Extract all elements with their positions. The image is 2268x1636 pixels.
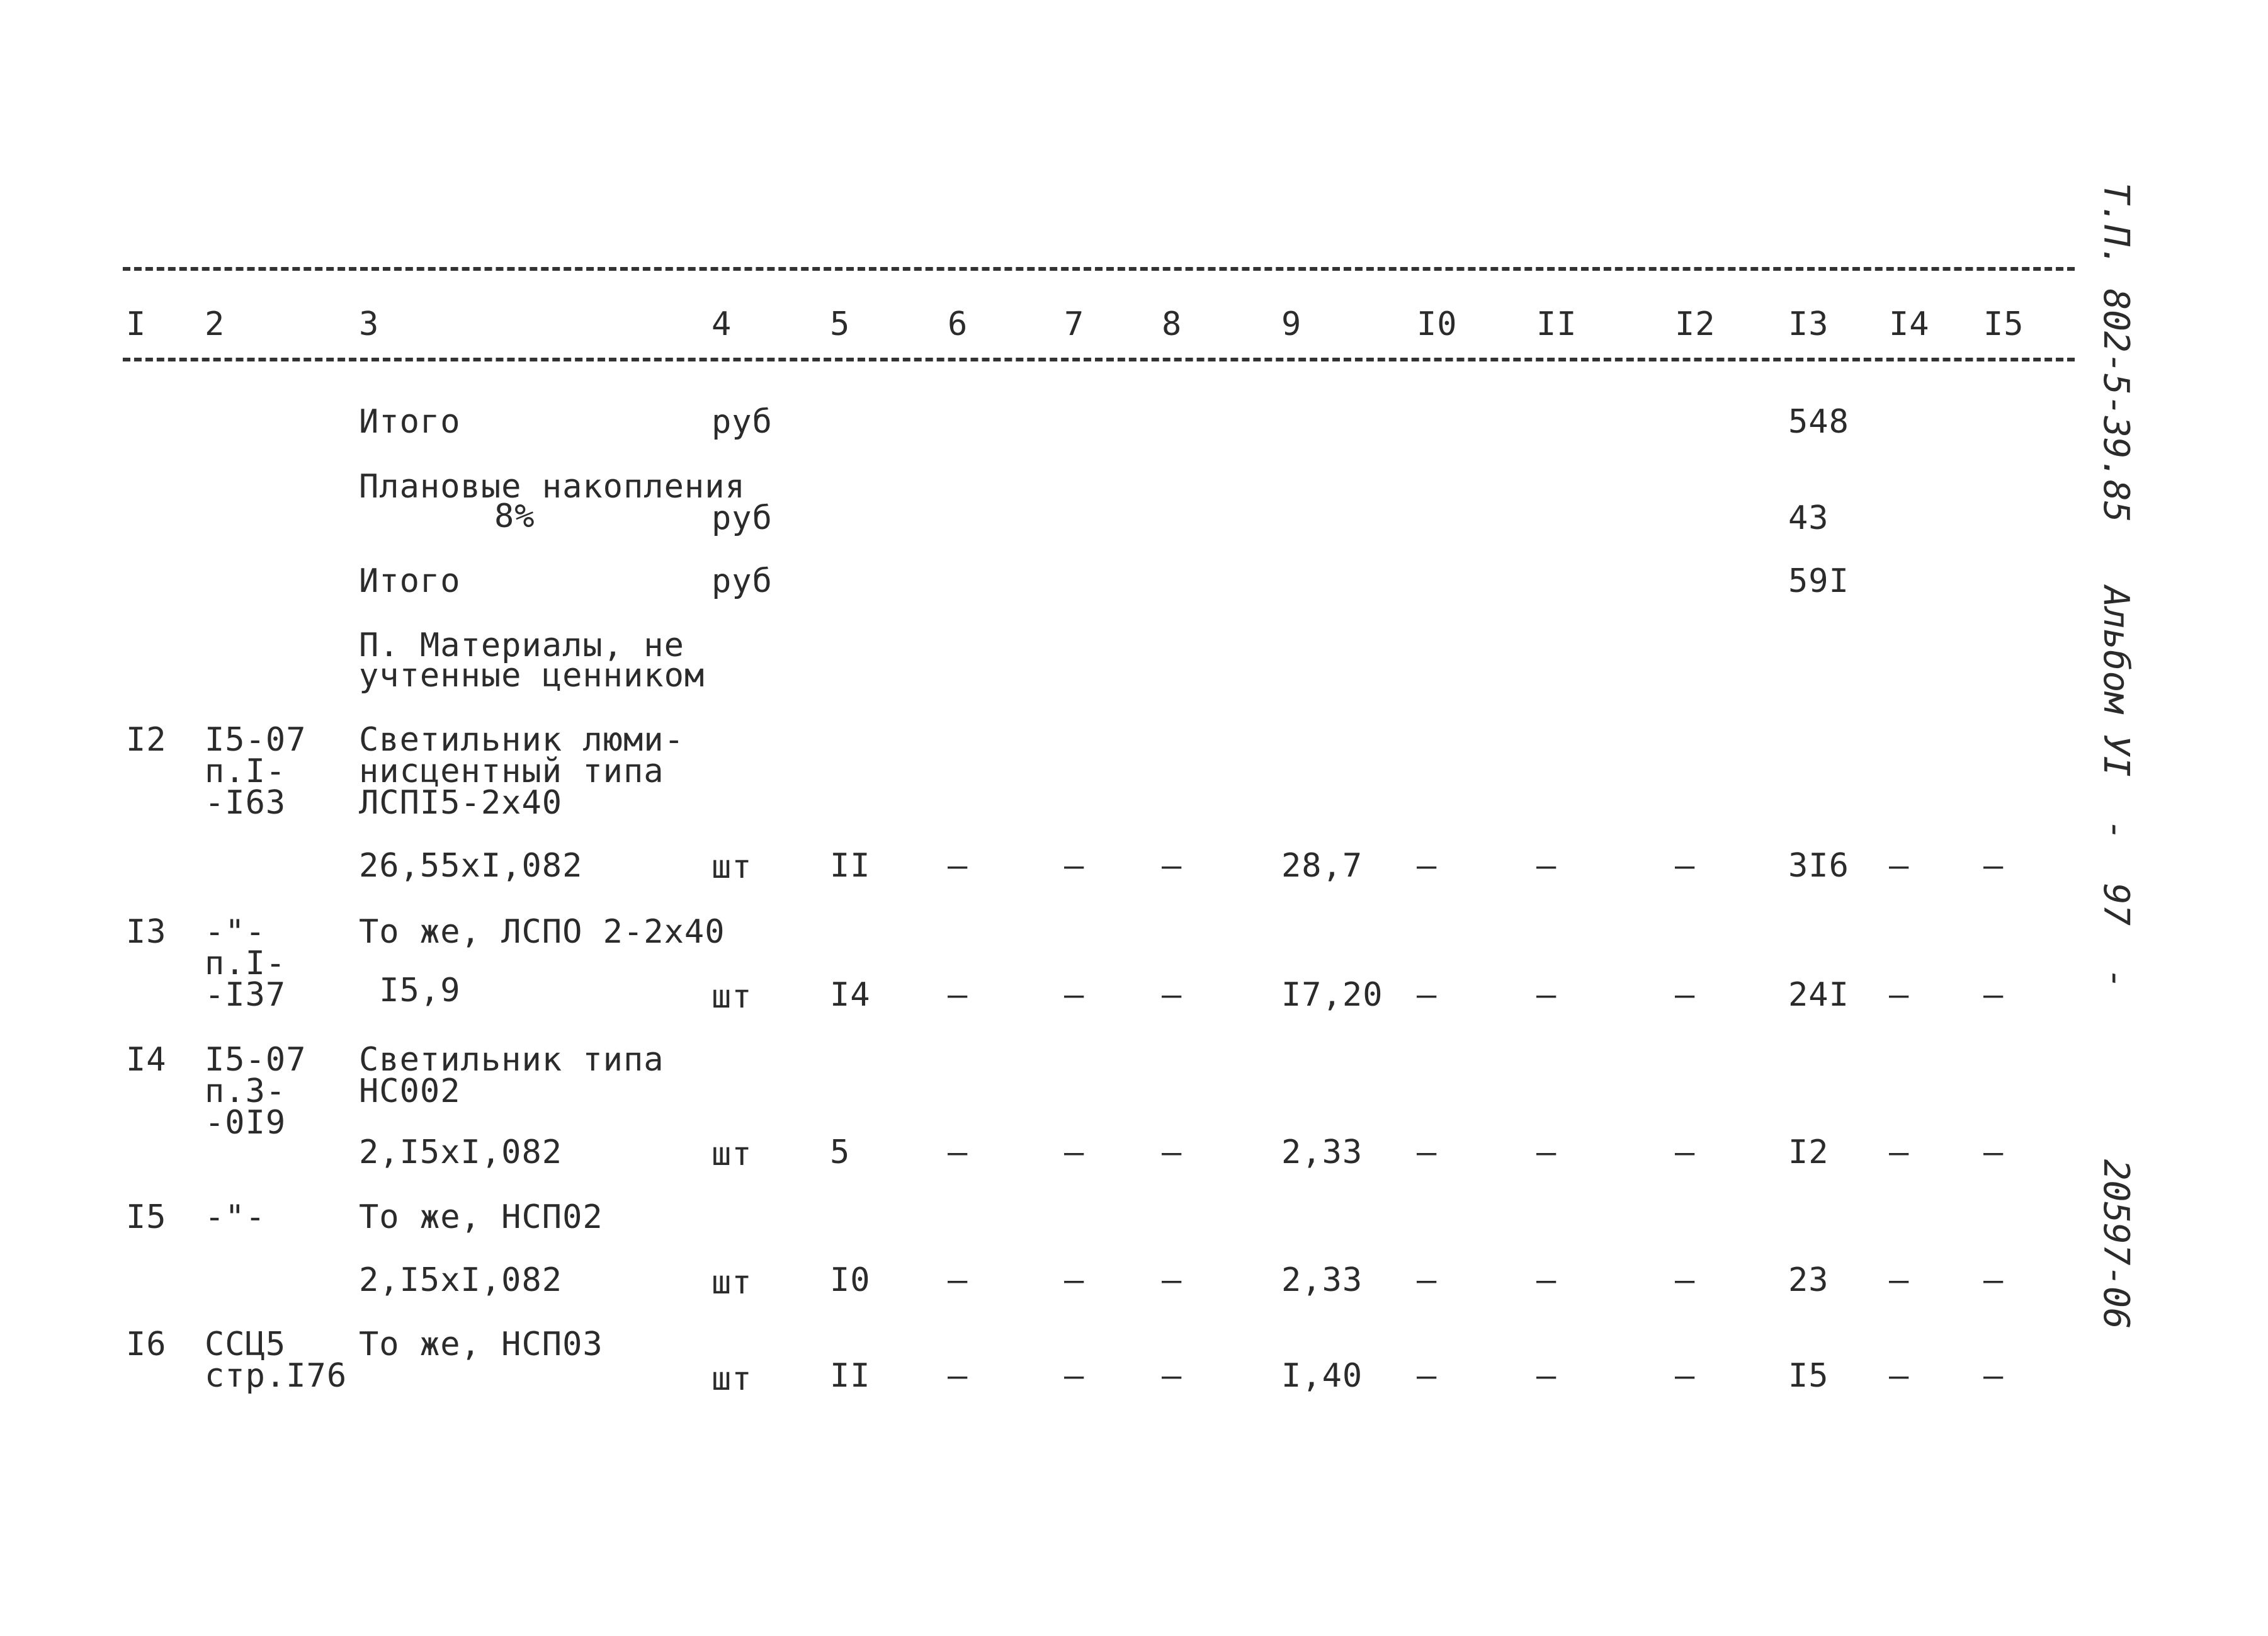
row11-c12: –	[1675, 1261, 1696, 1299]
col-header-8: 8	[1162, 305, 1182, 343]
row9-c15: –	[1983, 1133, 2004, 1171]
row11-total: 23	[1788, 1261, 1829, 1299]
col-header-10: I0	[1417, 305, 1458, 343]
row9-formula: 2,I5хI,082	[359, 1133, 563, 1171]
row11-c6: –	[948, 1261, 968, 1299]
row8-name2: НС002	[359, 1072, 461, 1110]
row9-c14: –	[1889, 1133, 1910, 1171]
row5-c10: –	[1417, 847, 1437, 885]
row9-unit: шт	[712, 1135, 752, 1173]
col-header-14: I4	[1889, 305, 1930, 343]
row5-qty: II	[830, 847, 871, 885]
row11-c10: –	[1417, 1261, 1437, 1299]
row2-name: Итого	[359, 562, 461, 600]
col-header-13: I3	[1788, 305, 1829, 343]
row12-ref1: ССЦ5	[205, 1326, 286, 1363]
row13-qty: II	[830, 1357, 871, 1395]
row9-c10: –	[1417, 1133, 1437, 1171]
row7-c10: –	[1417, 976, 1437, 1014]
row11-c8: –	[1162, 1261, 1182, 1299]
row7-unit: шт	[712, 978, 752, 1016]
col-header-6: 6	[948, 305, 968, 343]
col-header-12: I2	[1675, 305, 1716, 343]
row12-num: I6	[126, 1326, 167, 1363]
row1-percent: 8%	[494, 497, 535, 535]
row11-c14: –	[1889, 1261, 1910, 1299]
row8-ref3: -0I9	[205, 1104, 286, 1142]
row9-price: 2,33	[1281, 1133, 1363, 1171]
section-heading-line1: П. Материалы, не	[359, 627, 684, 664]
row13-c6: –	[948, 1357, 968, 1395]
col-header-9: 9	[1281, 305, 1302, 343]
header-bottom-rule	[123, 358, 2075, 361]
row7-formula: I5,9	[359, 972, 461, 1009]
row7-c8: –	[1162, 976, 1182, 1014]
row2-total: 59I	[1788, 562, 1849, 600]
col-header-2: 2	[205, 305, 225, 343]
row13-total: I5	[1788, 1357, 1829, 1395]
row12-ref2: стр.I76	[205, 1357, 348, 1395]
row7-c6: –	[948, 976, 968, 1014]
row5-price: 28,7	[1281, 847, 1363, 885]
row11-c15: –	[1983, 1261, 2004, 1299]
row9-c12: –	[1675, 1133, 1696, 1171]
row8-ref2: п.3-	[205, 1072, 286, 1110]
row0-unit: руб	[712, 403, 773, 441]
row1-total: 43	[1788, 499, 1829, 537]
row1-name: Плановые накопления	[359, 468, 746, 506]
row0-total: 548	[1788, 403, 1849, 441]
row4-num: I2	[126, 721, 167, 759]
row13-c11: –	[1536, 1357, 1557, 1395]
row8-num: I4	[126, 1041, 167, 1079]
row9-c8: –	[1162, 1133, 1182, 1171]
col-header-15: I5	[1983, 305, 2024, 343]
row6-ref3: -I37	[205, 976, 286, 1014]
row13-price: I,40	[1281, 1357, 1363, 1395]
row7-c7: –	[1064, 976, 1085, 1014]
row10-ref1: -"-	[205, 1198, 266, 1236]
row4-name2: нисцентный типа	[359, 753, 664, 790]
row13-c12: –	[1675, 1357, 1696, 1395]
row11-c7: –	[1064, 1261, 1085, 1299]
row6-ref1: -"-	[205, 913, 266, 951]
row7-c11: –	[1536, 976, 1557, 1014]
col-header-5: 5	[830, 305, 851, 343]
row9-qty: 5	[830, 1133, 851, 1171]
row13-unit: шт	[712, 1360, 752, 1398]
header-top-rule	[123, 267, 2075, 271]
row5-c14: –	[1889, 847, 1910, 885]
side-document-label: Т.П. 802-5-39.85 Альбом УI - 97 - 20597-06	[2095, 183, 2136, 1329]
row7-price: I7,20	[1281, 976, 1383, 1014]
section-heading-line2: учтенные ценником	[359, 657, 705, 695]
row9-c11: –	[1536, 1133, 1557, 1171]
col-header-4: 4	[712, 305, 732, 343]
row10-name: То же, НСП02	[359, 1198, 603, 1236]
row11-c11: –	[1536, 1261, 1557, 1299]
row10-num: I5	[126, 1198, 167, 1236]
row4-ref1: I5-07	[205, 721, 307, 759]
row12-name: То же, НСП03	[359, 1326, 603, 1363]
row0-name: Итого	[359, 403, 461, 441]
row5-c15: –	[1983, 847, 2004, 885]
row8-name1: Светильник типа	[359, 1041, 664, 1079]
row5-total: 3I6	[1788, 847, 1849, 885]
row7-c15: –	[1983, 976, 2004, 1014]
row9-c7: –	[1064, 1133, 1085, 1171]
row4-ref2: п.I-	[205, 753, 286, 790]
row1-unit: руб	[712, 499, 773, 537]
row13-c14: –	[1889, 1357, 1910, 1395]
row6-ref2: п.I-	[205, 945, 286, 982]
row4-name3: ЛСПI5-2х40	[359, 784, 563, 822]
row5-formula: 26,55хI,082	[359, 847, 583, 885]
row5-c12: –	[1675, 847, 1696, 885]
col-header-11: II	[1536, 305, 1577, 343]
row7-total: 24I	[1788, 976, 1849, 1014]
row11-unit: шт	[712, 1264, 752, 1302]
row7-c12: –	[1675, 976, 1696, 1014]
row4-name1: Светильник люми-	[359, 721, 684, 759]
row5-c8: –	[1162, 847, 1182, 885]
row7-c14: –	[1889, 976, 1910, 1014]
row11-qty: I0	[830, 1261, 871, 1299]
row8-ref1: I5-07	[205, 1041, 307, 1079]
row11-formula: 2,I5хI,082	[359, 1261, 563, 1299]
row7-qty: I4	[830, 976, 871, 1014]
row4-ref3: -I63	[205, 784, 286, 822]
row13-c7: –	[1064, 1357, 1085, 1395]
row6-name: То же, ЛСПО 2-2х40	[359, 913, 725, 951]
row11-price: 2,33	[1281, 1261, 1363, 1299]
row5-c11: –	[1536, 847, 1557, 885]
row5-unit: шт	[712, 848, 752, 886]
col-header-1: I	[126, 305, 147, 343]
row9-total: I2	[1788, 1133, 1829, 1171]
row6-num: I3	[126, 913, 167, 951]
row5-c7: –	[1064, 847, 1085, 885]
row5-c6: –	[948, 847, 968, 885]
row2-unit: руб	[712, 562, 773, 600]
row13-c15: –	[1983, 1357, 2004, 1395]
col-header-3: 3	[359, 305, 380, 343]
col-header-7: 7	[1064, 305, 1085, 343]
row13-c8: –	[1162, 1357, 1182, 1395]
row9-c6: –	[948, 1133, 968, 1171]
row13-c10: –	[1417, 1357, 1437, 1395]
